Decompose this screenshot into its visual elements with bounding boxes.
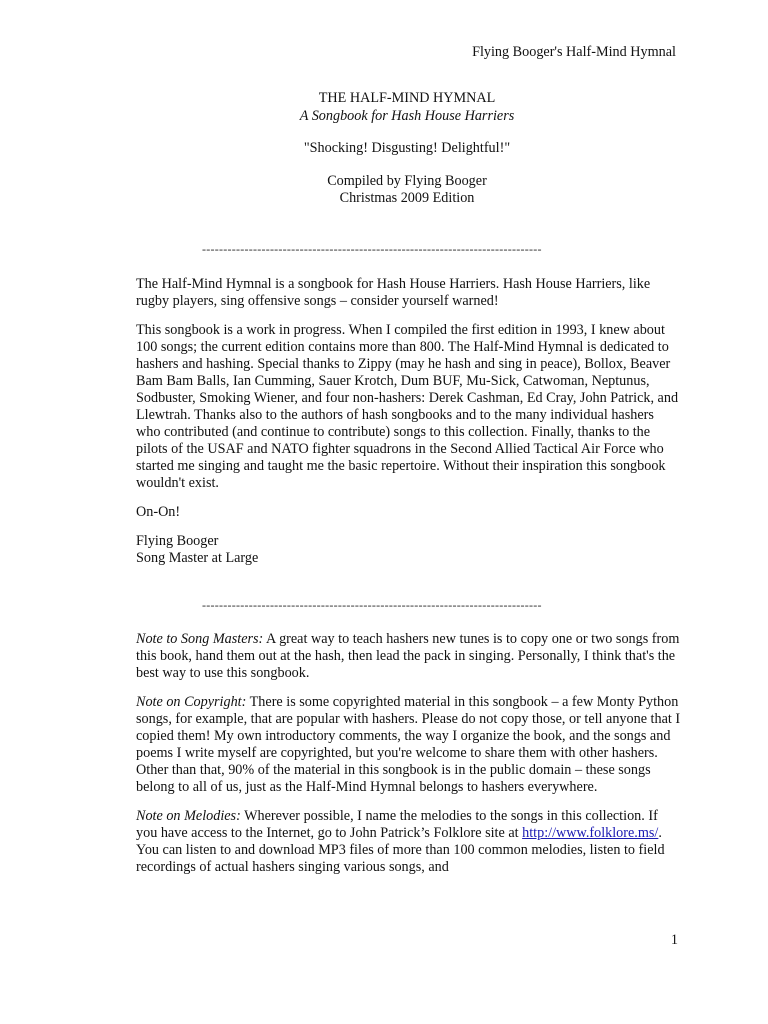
note-song-masters-text: A great way to teach hashers new tunes is to copy one or two songs from this book, hand them out at the hash, then lead the pack in singing. Personally, I think that's the best way to use this songbook. [136,631,680,681]
book-subtitle: A Songbook for Hash House Harriers [299,107,515,124]
intro-section [136,276,681,567]
note-melodies-text-1: Wherever possible, I name the melodies to the songs in this collection. If you have access to the Internet, go to John Patrick’s Folklore site at [136,808,658,841]
note-melodies [136,808,681,876]
note-melodies-label: Note on Melodies: [136,808,241,824]
note-copyright-label: Note on Copyright: [136,694,247,710]
compiled-by: Compiled by Flying Booger [327,172,487,189]
divider-middle: -------------------------------------------------------------------------------- [202,598,542,612]
running-header: Flying Booger's Half-Mind Hymnal [472,44,676,60]
intro-paragraph-1: The Half-Mind Hymnal is a songbook for Hash House Harriers. Hash House Harriers, like rugby players, sing offensive songs – consider yourself warned! [136,276,651,309]
note-copyright-text: There is some copyrighted material in this songbook – a few Monty Python songs, for example, that are popular with hashers. Please do not copy those, or tell anyone that I copied them! My own introductory comments, the way I organize the book, and the songs and poems I write myself are copyrighted, but you're welcome to share them with other hashers. Other than that, 90% of the material in this songbook is in the public domain – these songs belong to all of us, just as the Half-Mind Hymnal belongs to hashers everywhere. [136,694,681,795]
notes-section [136,631,681,888]
note-copyright [136,694,681,796]
signature-role: Song Master at Large [136,550,259,566]
book-title: THE HALF-MIND HYMNAL [318,90,496,106]
page-number: 1 [670,932,678,948]
folklore-link[interactable]: http://www.folklore.ms/ [522,825,659,841]
edition: Christmas 2009 Edition [339,190,475,206]
signature-name: Flying Booger [136,533,219,549]
divider-top: -------------------------------------------------------------------------------- [202,242,542,256]
signoff: On-On! [136,504,181,520]
note-song-masters [136,631,681,682]
tagline: "Shocking! Disgusting! Delightful!" [303,140,511,156]
intro-paragraph-2: This songbook is a work in progress. When I compiled the first edition in 1993, I knew about 100 songs; the current edition contains more than 800. The Half-Mind Hymnal is dedicated to hashers and hashing. Special thanks to Zippy (may he hash and sing in peace), Bollox, Beaver Bam Bam Balls, Ian Cumming, Sauer Krotch, Dum BUF, Mu-Sick, Catwoman, Neptunus, Sodbuster, Smoking Wiener, and four non-hashers: Derek Cashman, Ed Cray, John Patrick, and Llewtrah. Thanks also to the authors of hash songbooks and to the many individual hashers who contributed (and continue to contribute) songs to this collection. Finally, thanks to the pilots of the USAF and NATO fighter squadrons in the Second Allied Tactical Air Force who started me singing and taught me the basic repertoire. Without their inspiration this songbook wouldn't exist. [136,322,679,491]
title-block [0,90,768,208]
note-melodies-text-2: . You can listen to and download MP3 files of more than 100 common melodies, listen to field recordings of actual hashers singing various songs, and [136,825,665,875]
note-song-masters-label: Note to Song Masters: [136,631,264,647]
